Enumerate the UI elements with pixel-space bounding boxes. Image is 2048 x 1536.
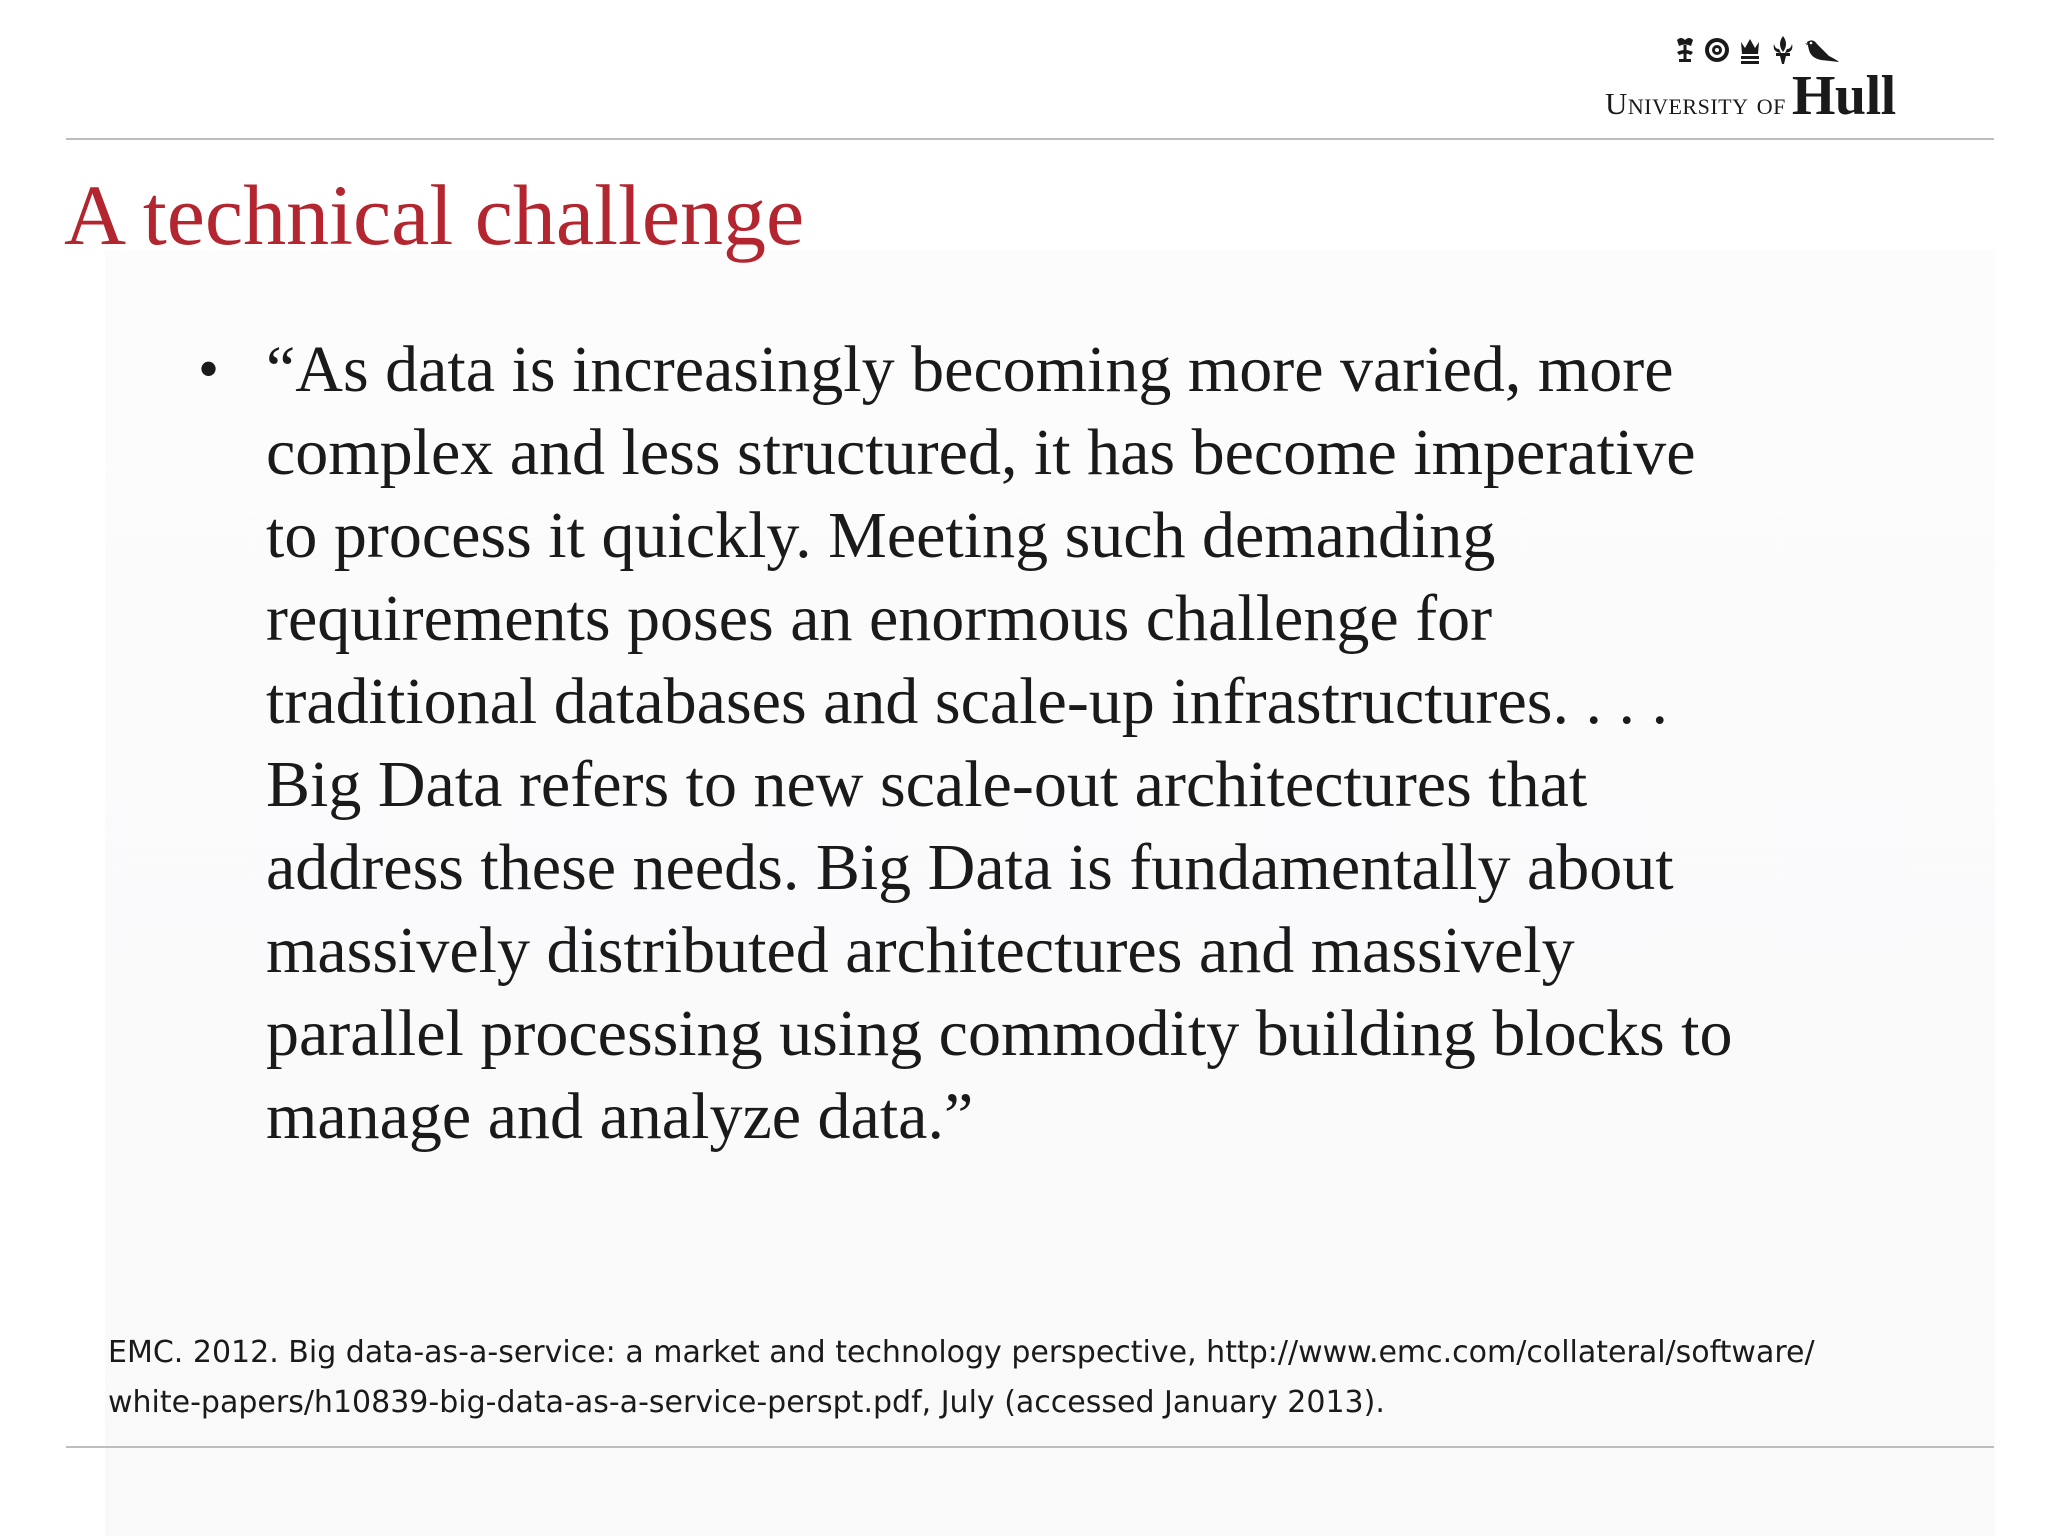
quote-line: massively distributed architectures and massively xyxy=(266,914,1575,987)
quote-line: manage and analyze data.” xyxy=(266,1080,974,1153)
quote-line: requirements poses an enormous challenge for xyxy=(266,582,1493,655)
slide-title: A technical challenge xyxy=(64,167,805,263)
quote-text xyxy=(266,328,1732,1158)
quote-line: parallel processing using commodity building blocks to xyxy=(266,997,1733,1070)
fleur-de-lis-icon xyxy=(1774,36,1793,64)
top-divider xyxy=(66,138,1994,140)
citation-line: EMC. 2012. Big data-as-a-service: a market and technology perspective, http://www.emc.com/collateral/software/ xyxy=(108,1335,1815,1370)
bottom-divider xyxy=(66,1446,1994,1448)
bird-icon xyxy=(1805,40,1839,62)
quote-line: Big Data refers to new scale-out architectures that xyxy=(266,748,1588,821)
quote-line: “As data is increasingly becoming more varied, more xyxy=(266,333,1674,406)
crown-icon xyxy=(1741,39,1759,64)
rose-icon xyxy=(1705,38,1729,62)
quote-line: address these needs. Big Data is fundamentally about xyxy=(266,831,1674,904)
logo-hull-text: Hull xyxy=(1791,65,1896,127)
quote-line: complex and less structured, it has become imperative xyxy=(266,416,1696,489)
citation-line: white-papers/h10839-big-data-as-a-service-perspt.pdf, July (accessed January 2013). xyxy=(108,1385,1385,1420)
logo-university-text: University of xyxy=(1605,86,1786,121)
citation xyxy=(108,1328,1815,1428)
logo-wordmark xyxy=(1605,64,1896,128)
quote-line: traditional databases and scale-up infrastructures. . . . xyxy=(266,665,1668,738)
tudor-rose-icon xyxy=(1677,38,1693,62)
university-logo xyxy=(1605,34,2005,127)
bullet-symbol: • xyxy=(198,336,220,402)
quote-line: to process it quickly. Meeting such demanding xyxy=(266,499,1496,572)
